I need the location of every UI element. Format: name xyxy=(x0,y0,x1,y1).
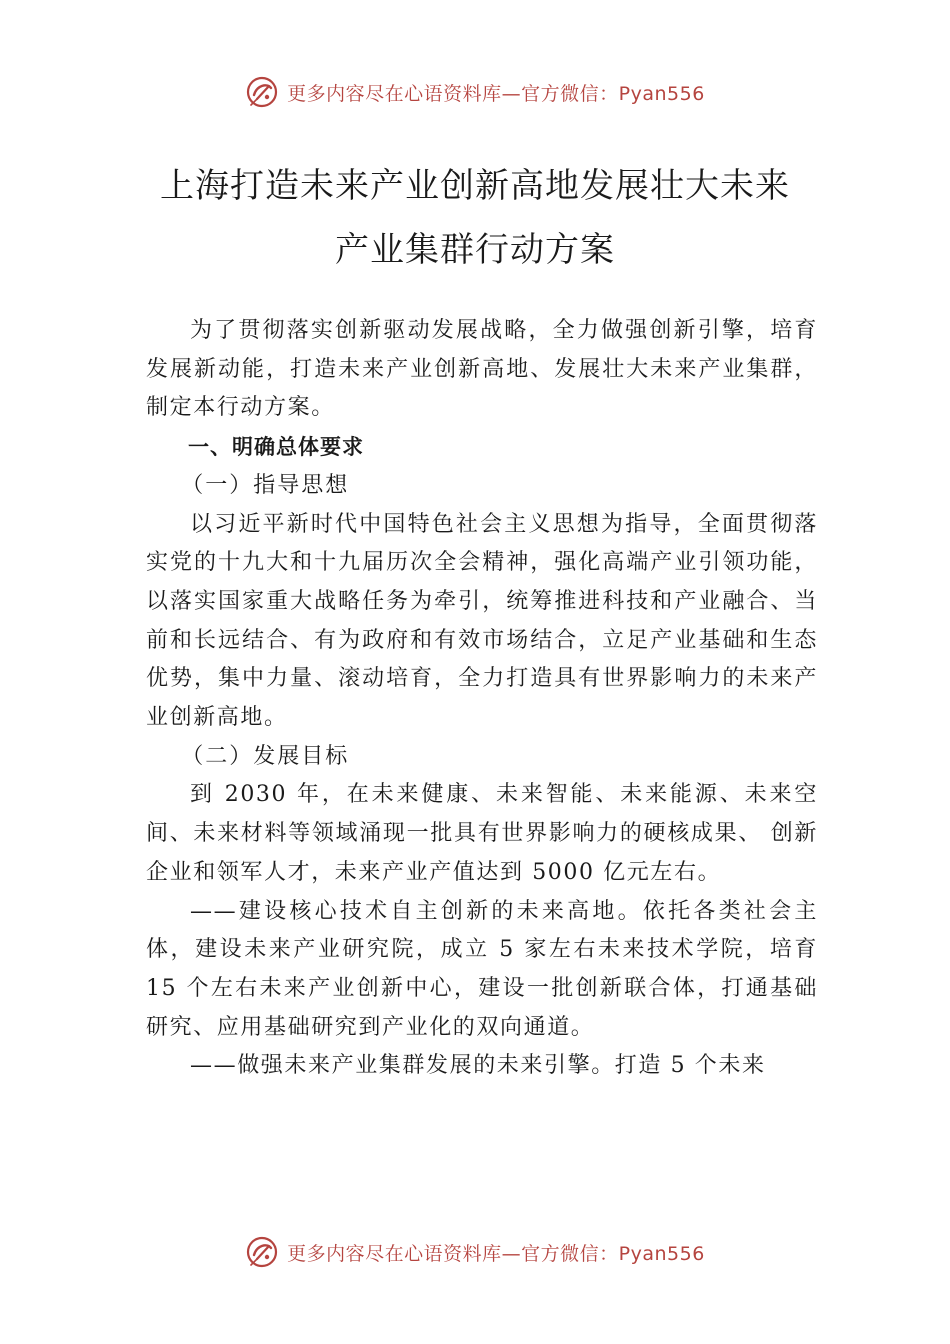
watermark-banner-top xyxy=(0,70,950,114)
watermark-text: 更多内容尽在心语资料库—官方微信：Pyan556 xyxy=(287,1242,705,1265)
section-heading: 一、明确总体要求 xyxy=(188,435,364,460)
goal-item-paragraph: ——做强未来产业集群发展的未来引擎。打造 5 个未来 xyxy=(190,1053,766,1079)
intro-paragraph: 为了贯彻落实创新驱动发展战略，全力做强创新引擎，培育发展新动能，打造未来产业创新高地、发展壮大未来产业集群，制定本行动方案。 xyxy=(146,318,818,421)
goals-paragraph: 到 2030 年，在未来健康、未来智能、未来能源、未来空间、未来材料等领域涌现一批具有世界影响力的硬核成果、 创新企业和领军人才，未来产业产值达到 5000 亿元左右。 xyxy=(146,782,818,885)
page-title-line-2: 产业集群行动方案 xyxy=(335,230,615,270)
watermark-text: 更多内容尽在心语资料库—官方微信：Pyan556 xyxy=(287,82,705,105)
document-body xyxy=(146,312,818,1086)
brand-logo-icon xyxy=(245,1235,279,1269)
subsection-heading-goals: （二）发展目标 xyxy=(181,743,350,769)
watermark-banner-bottom xyxy=(0,1230,950,1274)
guiding-ideology-paragraph: 以习近平新时代中国特色社会主义思想为指导，全面贯彻落实党的十九大和十九届历次全会精神，强化高端产业引领功能，以落实国家重大战略任务为牵引，统筹推进科技和产业融合、当前和长远结合、有为政府和有效市场结合，立足产业基础和生态优势，集中力量、滚动培育，全力打造具有世界影响力的未来产业创新高地。 xyxy=(146,511,818,731)
goal-item-paragraph: ——建设核心技术自主创新的未来高地。依托各类社会主体，建设未来产业研究院，成立 5 家左右未来技术学院，培育 15 个左右未来产业创新中心，建设一批创新联合体，打通基础研究、应用基础研究到产业化的双向通道。 xyxy=(146,898,818,1040)
subsection-heading-guiding-ideology: （一）指导思想 xyxy=(181,472,350,498)
page-title-line-1: 上海打造未来产业创新高地发展壮大未来 xyxy=(160,166,790,206)
brand-logo-icon xyxy=(245,75,279,109)
